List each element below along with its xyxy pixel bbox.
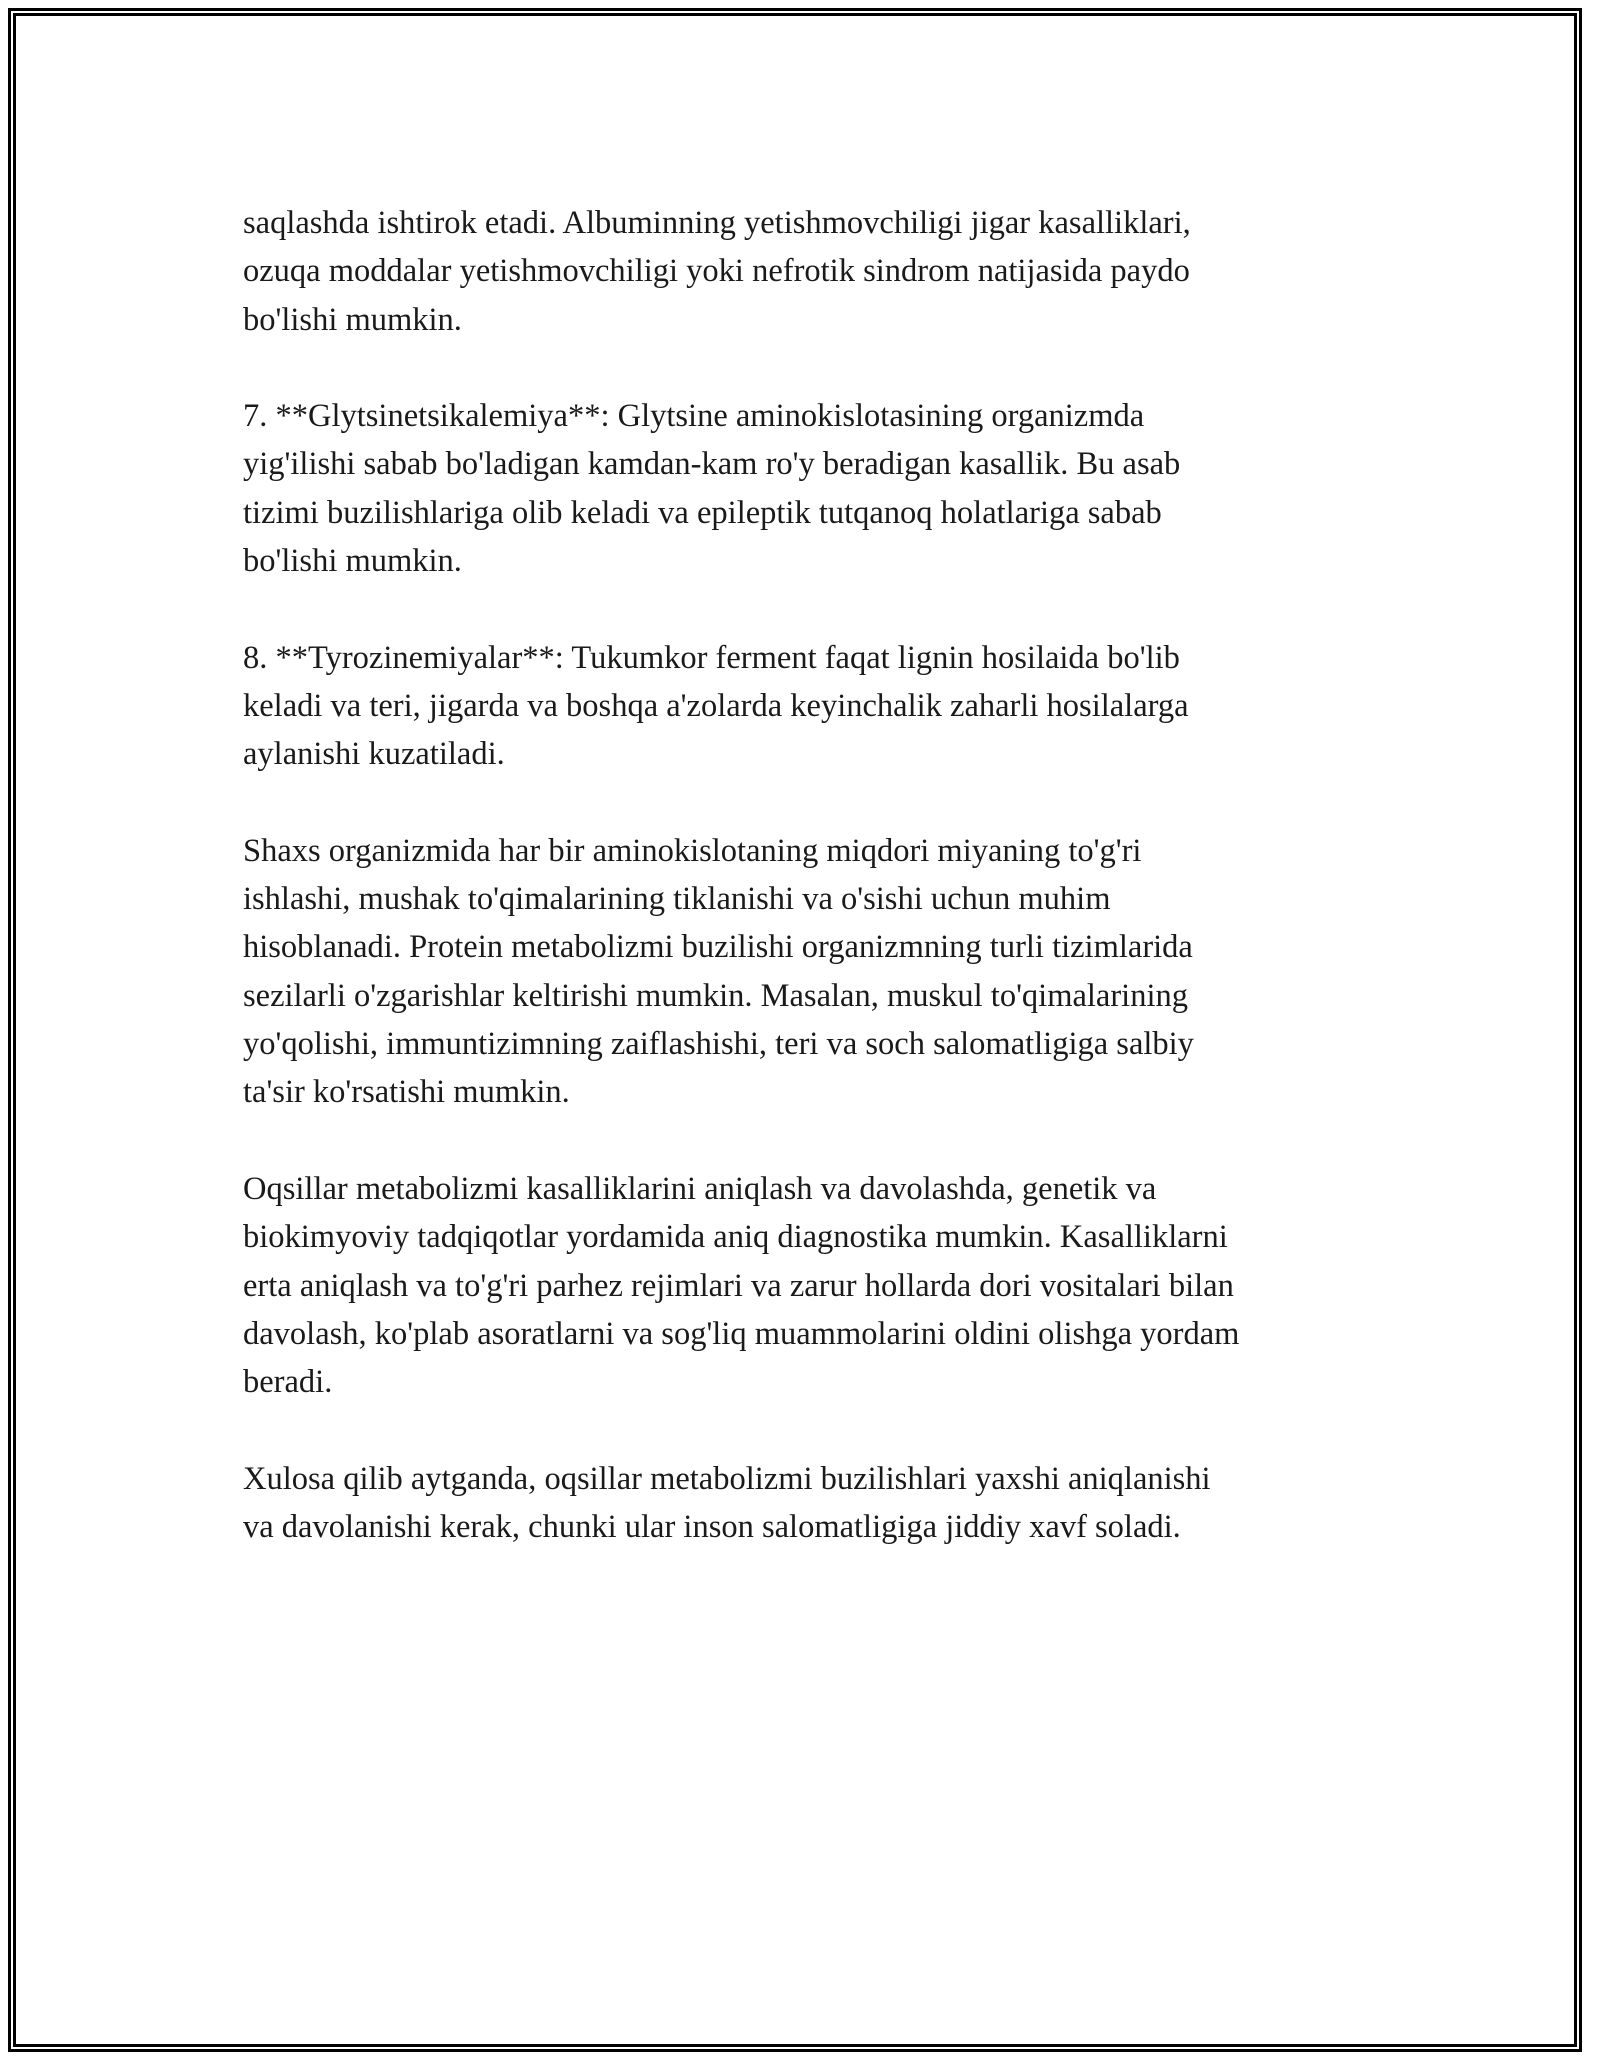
document-body xyxy=(243,199,1403,1551)
paragraph-aminokislota-importance: Shaxs organizmida har bir aminokislotaning miqdori miyaning to'g'ri ishlashi, mushak to'qimalarining tiklanishi va o'sishi uchun muhim hisoblanadi. Protein metabolizmi buzilishi organizmning turli tizimlarida sezilarli o'zgarishlar keltirishi mumkin. Masalan, muskul to'qimalarining yo'qolishi, immuntizimning zaiflashishi, teri va soch salomatligiga salbiy ta'sir ko'rsatishi mumkin. xyxy=(243,832,1194,1111)
paragraph-conclusion: Xulosa qilib aytganda, oqsillar metabolizmi buzilishlari yaxshi aniqlanishi va davolanishi kerak, chunki ular inson salomatligiga jiddiy xavf soladi. xyxy=(243,1460,1211,1546)
paragraph-item-7-glytsinetsikalemiya: 7. **Glytsinetsikalemiya**: Glytsine aminokislotasining organizmda yig'ilishi sabab bo'ladigan kamdan-kam ro'y beradigan kasallik. Bu asab tizimi buzilishlariga olib keladi va epileptik tutqanoq holatlariga sabab bo'lishi mumkin. xyxy=(243,398,1181,580)
page-frame xyxy=(8,8,1582,2052)
paragraph-diagnostics: Oqsillar metabolizmi kasalliklarini aniqlash va davolashda, genetik va biokimyoviy tadqiqotlar yordamida aniq diagnostika mumkin. Kasalliklarni erta aniqlash va to'g'ri parhez rejimlari va zarur hollarda dori vositalari bilan davolash, ko'plab asoratlarni va sog'liq muammolarini oldini olishga yordam beradi. xyxy=(243,1170,1240,1401)
paragraph-item-8-tyrozinemiyalar: 8. **Tyrozinemiyalar**: Tukumkor ferment faqat lignin hosilaida bo'lib keladi va teri, jigarda va boshqa a'zolarda keyinchalik zaharli hosilalarga aylanishi kuzatiladi. xyxy=(243,639,1189,773)
paragraph-albumin-continuation: saqlashda ishtirok etadi. Albuminning yetishmovchiligi jigar kasalliklari, ozuqa moddalar yetishmovchiligi yoki nefrotik sindrom natijasida paydo bo'lishi mumkin. xyxy=(243,205,1191,338)
